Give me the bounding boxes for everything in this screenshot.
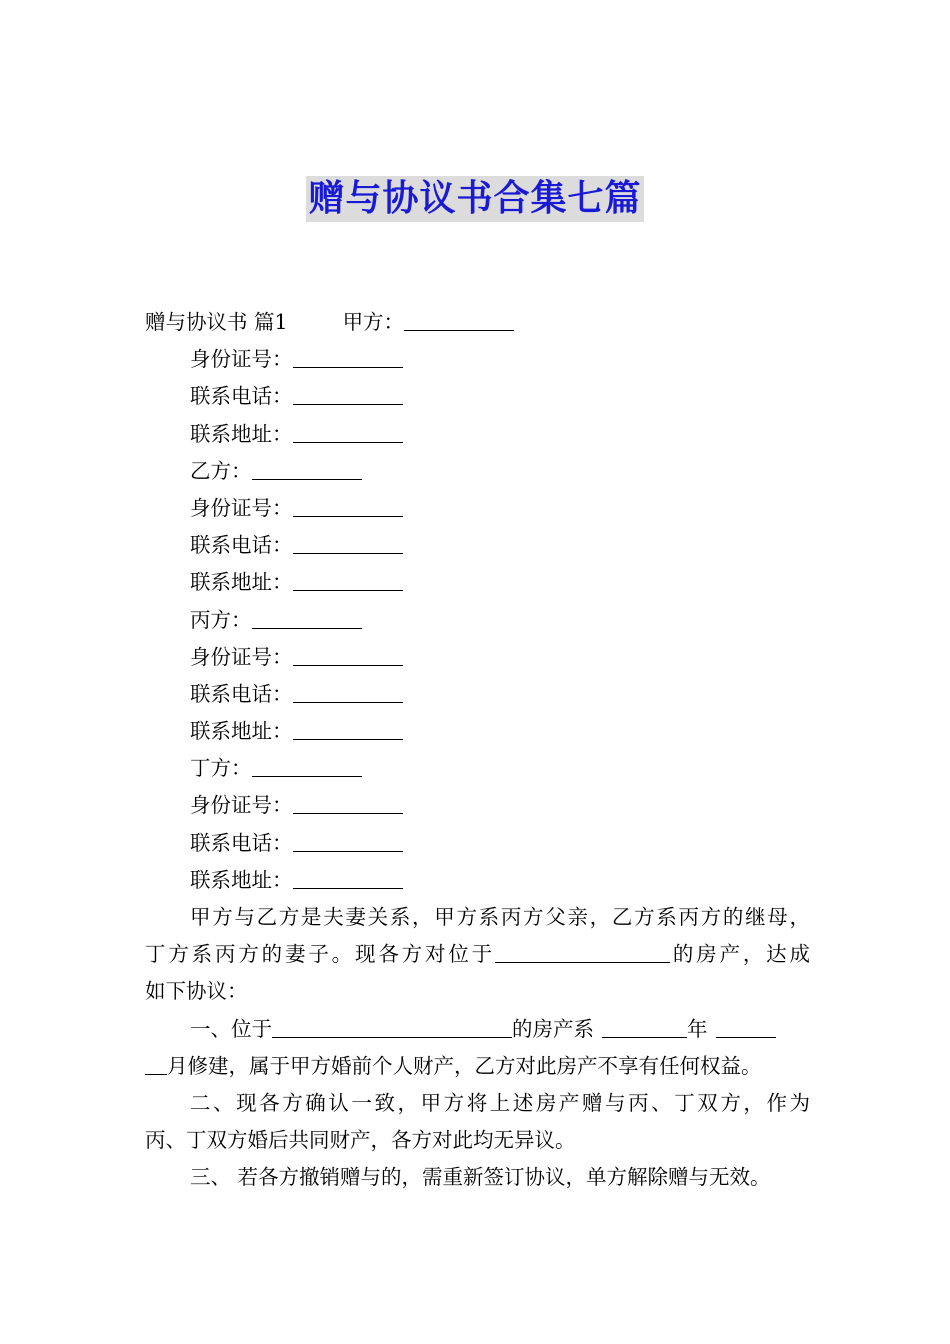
para1-line1: 甲方与乙方是夫妻关系，甲方系丙方父亲，乙方系丙方的继母， <box>190 905 810 929</box>
party-a-phone-line <box>145 378 810 415</box>
para2-line1 <box>145 1011 810 1048</box>
address-blank <box>293 866 403 889</box>
id-blank <box>293 494 403 517</box>
address-label: 联系地址： <box>190 570 293 595</box>
party-c-id-line <box>145 639 810 676</box>
para1-line2 <box>145 936 810 973</box>
para1-text-b: 的房产，达成 <box>670 942 810 967</box>
property-address-blank <box>272 1015 512 1038</box>
header-line <box>145 304 810 341</box>
document-body <box>145 304 810 1197</box>
para2-text-d: 月修建，属于甲方婚前个人财产，乙方对此房产不享有任何权益。 <box>167 1053 762 1078</box>
id-label: 身份证号： <box>190 793 293 818</box>
title-wrap <box>0 176 950 222</box>
party-d-id-line <box>145 787 810 824</box>
party-a-address-line <box>145 416 810 453</box>
party-d-label: 丁方： <box>190 756 252 781</box>
party-b-id-line <box>145 490 810 527</box>
party-b-label: 乙方： <box>190 458 252 483</box>
id-blank <box>293 643 403 666</box>
party-b-phone-line <box>145 527 810 564</box>
party-d-address-line <box>145 862 810 899</box>
party-a-blank <box>404 308 514 331</box>
phone-blank <box>293 531 403 554</box>
section-heading: 赠与协议书 篇1 <box>145 310 288 334</box>
phone-blank <box>293 680 403 703</box>
para1-line3: 如下协议： <box>145 979 248 1004</box>
party-b-blank <box>252 457 362 480</box>
phone-blank <box>293 829 403 852</box>
party-b-line <box>145 453 810 490</box>
para3-line1: 二、现各方确认一致，甲方将上述房产赠与丙、丁双方，作为 <box>190 1090 810 1115</box>
phone-label: 联系电话： <box>190 533 293 558</box>
address-label: 联系地址： <box>190 421 293 446</box>
party-b-address-line <box>145 564 810 601</box>
address-blank <box>293 717 403 740</box>
party-d-line <box>145 750 810 787</box>
phone-label: 联系电话： <box>190 830 293 855</box>
party-c-label: 丙方： <box>190 607 252 632</box>
party-a-label: 甲方： <box>342 310 405 334</box>
para2-text-c: 年 <box>687 1016 708 1041</box>
para2-line2 <box>145 1048 810 1085</box>
address-label: 联系地址： <box>190 867 293 892</box>
month-blank-b <box>145 1052 167 1075</box>
year-blank <box>602 1015 687 1038</box>
party-d-phone-line <box>145 825 810 862</box>
id-label: 身份证号： <box>190 495 293 520</box>
document-title: 赠与协议书合集七篇 <box>306 176 643 222</box>
party-c-line <box>145 602 810 639</box>
party-d-blank <box>252 754 362 777</box>
id-blank <box>293 791 403 814</box>
para2-text-b: 的房产系 <box>512 1016 594 1041</box>
phone-label: 联系电话： <box>190 681 293 706</box>
id-blank <box>293 345 403 368</box>
para4-line1: 三、 若各方撤销赠与的，需重新签订协议，单方解除赠与无效。 <box>190 1165 771 1190</box>
party-c-address-line <box>145 713 810 750</box>
id-label: 身份证号： <box>190 644 293 669</box>
property-location-blank <box>495 940 670 963</box>
address-label: 联系地址： <box>190 719 293 744</box>
id-label: 身份证号： <box>190 347 293 372</box>
phone-blank <box>293 382 403 405</box>
party-c-blank <box>252 606 362 629</box>
para1-text-a: 丁方系丙方的妻子。现各方对位于 <box>145 942 495 967</box>
address-blank <box>293 420 403 443</box>
phone-label: 联系电话： <box>190 384 293 409</box>
party-a-id-line <box>145 341 810 378</box>
month-blank-a <box>716 1015 776 1038</box>
address-blank <box>293 568 403 591</box>
para3-line2: 丙、丁双方婚后共同财产，各方对此均无异议。 <box>145 1128 576 1153</box>
para2-text-a: 一、位于 <box>190 1016 272 1041</box>
party-c-phone-line <box>145 676 810 713</box>
